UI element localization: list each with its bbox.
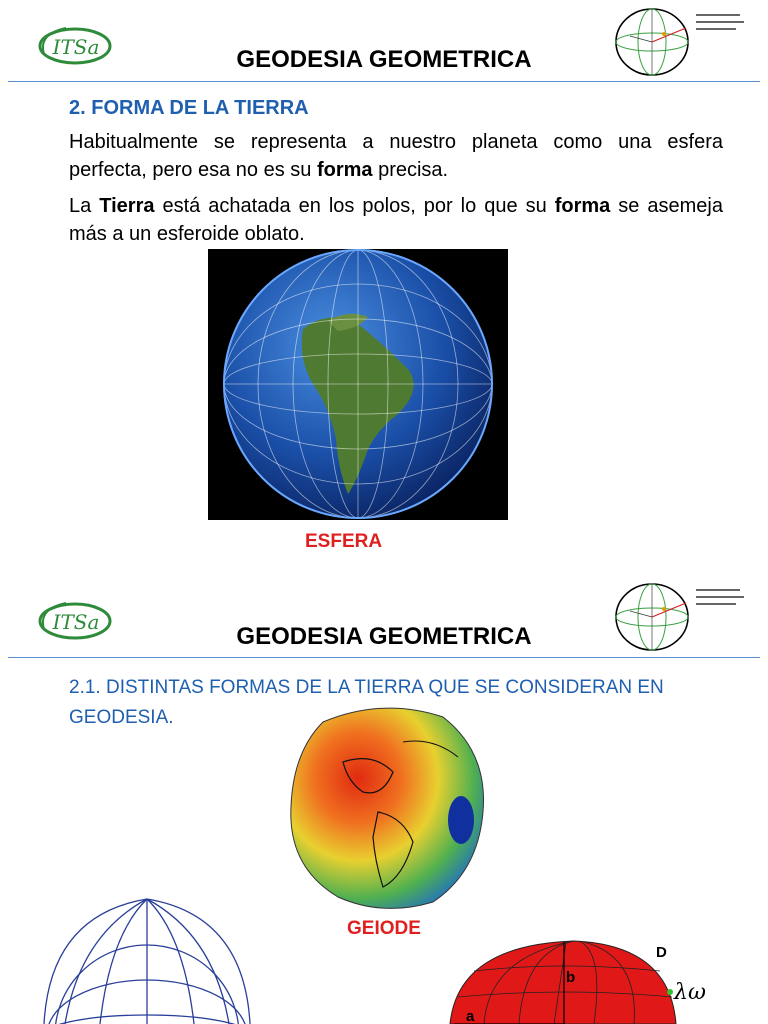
geoid-caption: GEIODE <box>347 918 421 939</box>
wireframe-sphere-image <box>40 895 254 1024</box>
oblate-label-d: D <box>656 944 667 961</box>
oblate-label-b: b <box>566 969 576 986</box>
logo-text: ITSa <box>52 610 100 634</box>
header-divider <box>8 81 760 82</box>
oblate-spheroid-image <box>444 937 720 1024</box>
paragraph-1: Habitualmente se representa a nuestro planeta como una esfera perfecta, pero esa no es su forma precisa. <box>69 131 723 181</box>
geoid-image <box>283 702 489 914</box>
slide-2 <box>0 575 768 1024</box>
page-title: GEODESIA GEOMETRICA <box>236 46 532 73</box>
page-title: GEODESIA GEOMETRICA <box>236 623 532 650</box>
geodetic-coordinates-diagram <box>612 579 762 651</box>
oblate-label-lambda-omega: λω <box>674 980 706 1005</box>
earth-globe-image <box>208 249 508 520</box>
header-divider <box>8 657 760 658</box>
oblate-label-a: a <box>466 1008 475 1024</box>
section-heading: 2.1. DISTINTAS FORMAS DE LA TIERRA QUE SE CONSIDERAN EN GEODESIA. <box>69 677 664 728</box>
paragraph-2: La Tierra está achatada en los polos, por lo que su forma se asemeja más a un esferoide oblato. <box>69 195 723 245</box>
esfera-caption: ESFERA <box>305 531 383 552</box>
logo-text: ITSa <box>52 35 100 59</box>
geodetic-coordinates-diagram <box>612 4 762 76</box>
section-heading: 2. FORMA DE LA TIERRA <box>69 97 309 119</box>
